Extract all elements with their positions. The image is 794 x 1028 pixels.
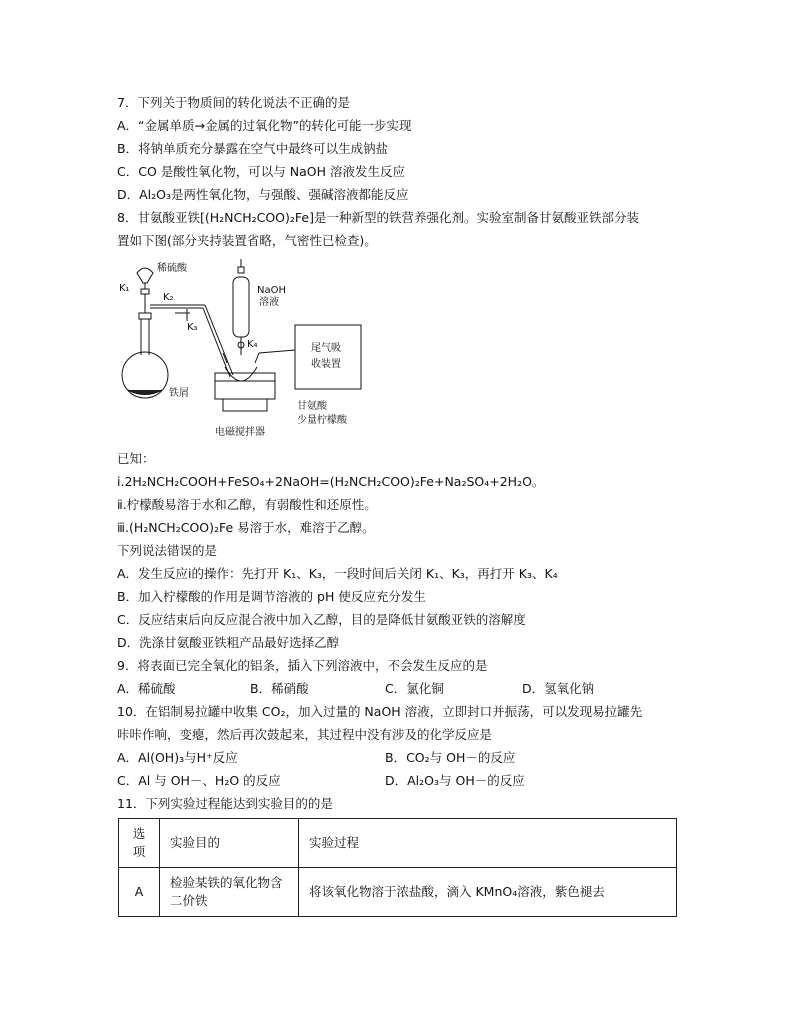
q10-option-d: D．Al₂O₃与 OH－的反应 [385,773,525,788]
label-iron-filings: 铁屑 [169,388,189,399]
q10-option-b: B．CO₂与 OH－的反应 [385,750,516,765]
apparatus-diagram [115,255,370,445]
q9-stem: 9．将表面已完全氧化的铝条，插入下列溶液中，不会发生反应的是 [117,658,488,673]
q8-option-c: C．反应结束后向反应混合液中加入乙醇，目的是降低甘氨酸亚铁的溶解度 [117,612,526,627]
q8-ask: 下列说法错误的是 [117,543,218,558]
table-header-row [119,819,677,868]
q7-option-a: A．“金属单质→金属的过氧化物”的转化可能一步实现 [117,118,412,133]
apparatus-svg [115,255,370,445]
label-tail-gas-2: 收装置 [311,359,341,370]
label-magnetic-stirrer: 电磁搅拌器 [215,427,265,438]
q8-stem-line2: 置如下图(部分夹持装置省略，气密性已检查)。 [117,233,377,248]
q7-option-b: B．将钠单质充分暴露在空气中最终可以生成钠盐 [117,141,389,156]
q10-option-a: A．Al(OH)₃与H⁺反应 [117,750,238,765]
q7-stem: 7．下列关于物质间的转化说法不正确的是 [117,95,350,110]
label-k3: K₃ [187,322,198,333]
header-option-line2: 项 [132,844,146,859]
header-process: 实验过程 [299,819,677,868]
row-a-option: A [119,868,160,917]
label-dilute-sulfuric-acid: 稀硫酸 [157,263,187,274]
q7-option-d: D．Al₂O₃是两性氧化物，与强酸、强碱溶液都能反应 [117,187,409,202]
q10-stem-line2: 咔咔作响，变瘪，然后再次鼓起来，其过程中没有涉及的化学反应是 [117,727,493,742]
q9-option-a: A．稀硫酸 [117,681,176,696]
experiment-table [118,818,677,917]
row-a-process: 将该氧化物溶于浓盐酸，滴入 KMnO₄溶液，紫色褪去 [299,868,677,917]
label-citric-acid: 少量柠檬酸 [297,415,347,426]
row-a-purpose [160,868,299,917]
header-option-line1: 选 [132,826,146,841]
label-glycine: 甘氨酸 [297,401,327,412]
q8-known-heading: 已知： [117,451,155,466]
row-a-purpose-line2: 二价铁 [170,893,208,908]
q10-option-c: C．Al 与 OH－、H₂O 的反应 [117,773,281,788]
label-naoh: NaOH [257,285,286,296]
header-option [119,819,160,868]
label-tail-gas-1: 尾气吸 [311,343,341,354]
q9-option-d: D．氢氧化钠 [522,681,595,696]
q9-option-c: C．氯化铜 [385,681,444,696]
label-k1: K₁ [119,283,130,294]
row-a-purpose-line1: 检验某铁的氧化物含 [170,875,283,890]
q10-stem-line1: 10．在铝制易拉罐中收集 CO₂，加入过量的 NaOH 溶液，立即封口并振荡，可以发现易拉罐先 [117,704,643,719]
q8-option-b: B．加入柠檬酸的作用是调节溶液的 pH 使反应充分发生 [117,589,426,604]
label-k4: K₄ [247,339,258,350]
q11-stem: 11．下列实验过程能达到实验目的的是 [117,796,333,811]
q9-option-b: B．稀硝酸 [250,681,309,696]
header-purpose: 实验目的 [160,819,299,868]
q8-option-d: D．洗涤甘氨酸亚铁粗产品最好选择乙醇 [117,635,340,650]
q8-known-ii: ⅱ.柠檬酸易溶于水和乙醇，有弱酸性和还原性。 [117,497,377,512]
label-k2: K₂ [163,292,174,303]
q8-known-iii: ⅲ.(H₂NCH₂COO)₂Fe 易溶于水，难溶于乙醇。 [117,520,375,535]
q8-stem-line1: 8．甘氨酸亚铁[(H₂NCH₂COO)₂Fe]是一种新型的铁营养强化剂。实验室制备甘氨酸亚铁部分装 [117,210,639,225]
q8-known-i: ⅰ.2H₂NCH₂COOH+FeSO₄+2NaOH=(H₂NCH₂COO)₂Fe+Na₂SO₄+2H₂O。 [117,474,545,489]
table-row [119,868,677,917]
q8-option-a: A．发生反应ⅰ的操作：先打开 K₁、K₃，一段时间后关闭 K₁、K₃，再打开 K₃、K₄ [117,566,558,581]
q7-option-c: C．CO 是酸性氧化物，可以与 NaOH 溶液发生反应 [117,164,405,179]
label-solution: 溶液 [259,297,279,308]
